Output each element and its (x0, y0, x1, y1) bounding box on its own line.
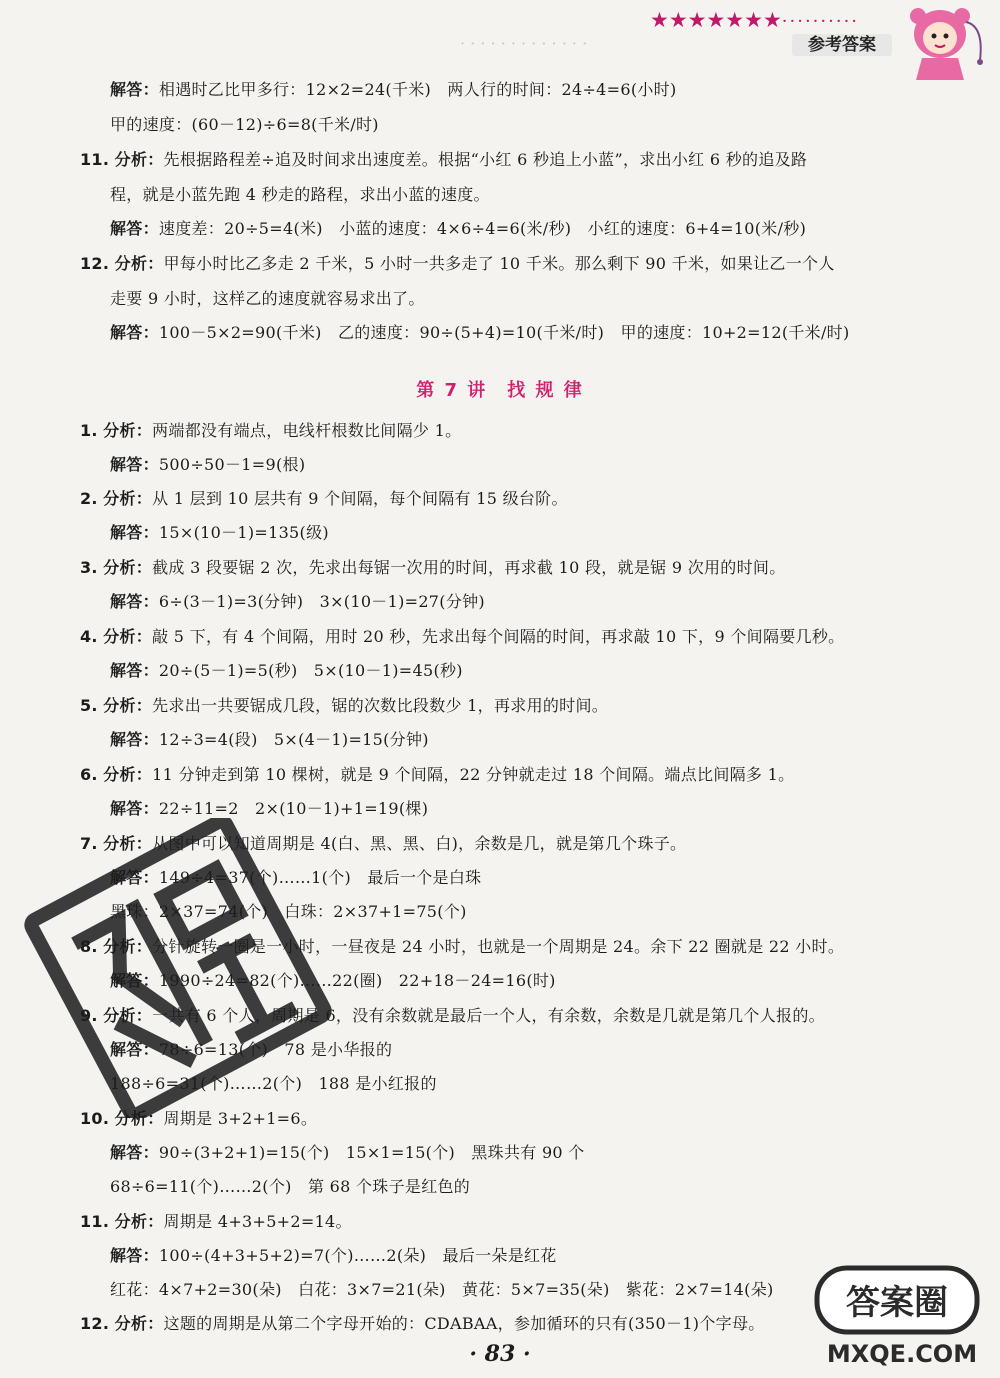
text-line: 9. 分析：一共有 6 个人，周期是 6，没有余数就是最后一个人，有余数，余数是几就是第几个人报的。 (80, 1006, 825, 1025)
text-line: 解答：90÷(3+2+1)=15(个) 15×1=15(个) 黑珠共有 90 个 (110, 1143, 585, 1162)
text-line: 12. 分析：甲每小时比乙多走 2 千米，5 小时一共多走了 10 千米。那么剩下 90 千米，如果让乙一个人 (80, 254, 835, 273)
text-line: 12. 分析：这题的周期是从第二个字母开始的：CDABAA，参加循环的只有(350－1)个字母。 (80, 1314, 765, 1333)
text-line: 解答：500÷50－1=9(根) (110, 455, 306, 474)
text-line: 解答：相遇时乙比甲多行：12×2=24(千米) 两人行的时间：24÷4=6(小时) (110, 80, 677, 99)
text-line: 3. 分析：截成 3 段要锯 2 次，先求出每锯一次用的时间，再求截 10 段，就是锯 9 次用的时间。 (80, 558, 786, 577)
text-line: 解答：速度差：20÷5=4(米) 小蓝的速度：4×6÷4=6(米/秒) 小红的速度：6+4=10(米/秒) (110, 219, 807, 238)
text-line: 解答：20÷(5－1)=5(秒) 5×(10－1)=45(秒) (110, 661, 463, 680)
text-line: 6. 分析：11 分钟走到第 10 棵树，就是 9 个间隔，22 分钟就走过 18 个间隔。端点比间隔多 1。 (80, 765, 795, 784)
star-rating-decoration (650, 8, 859, 32)
text-line: 1. 分析：两端都没有端点，电线杆根数比间隔少 1。 (80, 421, 462, 440)
text-line: 甲的速度：(60－12)÷6=8(千米/时) (110, 115, 379, 134)
text-line: 解答：149÷4=37(个)……1(个) 最后一个是白珠 (110, 868, 482, 887)
text-line: 解答：22÷11=2 2×(10－1)+1=19(棵) (110, 799, 429, 818)
text-line: 2. 分析：从 1 层到 10 层共有 9 个间隔，每个间隔有 15 级台阶。 (80, 489, 568, 508)
dots: ·········· (781, 11, 860, 32)
text-line: 11. 分析：先根据路程差÷追及时间求出速度差。根据“小红 6 秒追上小蓝”，求出小红 6 秒的追及路 (80, 150, 808, 169)
text-line: 解答：78÷6=13(个) 78 是小华报的 (110, 1040, 393, 1059)
text-line: 解答：100－5×2=90(千米) 乙的速度：90÷(5+4)=10(千米/时) 甲的速度：10+2=12(千米/时) (110, 323, 850, 342)
text-line: 解答：1990÷24=82(个)……22(圈) 22+18－24=16(时) (110, 971, 556, 990)
section-title: 第 7 讲 找 规 律 (416, 380, 584, 401)
watermark-url: MXQE.COM (826, 1340, 978, 1368)
text-line: 解答：15×(10－1)=135(级) (110, 523, 329, 542)
text-line: 解答：12÷3=4(段) 5×(4－1)=15(分钟) (110, 730, 429, 749)
text-line: 解答：100÷(4+3+5+2)=7(个)……2(朵) 最后一朵是红花 (110, 1246, 557, 1265)
watermark-badge-icon (792, 1262, 992, 1372)
bleed-through-text: · · · · · · · · · · · · · (460, 34, 588, 53)
text-line: 黑珠：2×37=74(个) 白珠：2×37+1=75(个) (110, 902, 467, 921)
text-line: 68÷6=11(个)……2(个) 第 68 个珠子是红色的 (110, 1177, 471, 1196)
watermark-label: 答案圈 (846, 1283, 948, 1323)
text-line: 7. 分析：从图中可以知道周期是 4(白、黑、黑、白)，余数是几，就是第几个珠子。 (80, 834, 687, 853)
text-line: 4. 分析：敲 5 下，有 4 个间隔，用时 20 秒，先求出每个间隔的时间，再求敲 10 下，9 个间隔要几秒。 (80, 627, 845, 646)
text-line: 程，就是小蓝先跑 4 秒走的路程，求出小蓝的速度。 (110, 185, 490, 204)
text-line: 5. 分析：先求出一共要锯成几段，锯的次数比段数少 1，再求用的时间。 (80, 696, 609, 715)
site-watermark (792, 1262, 992, 1372)
stamp-watermark-icon (8, 818, 348, 1118)
text-line: 11. 分析：周期是 4+3+5+2=14。 (80, 1212, 352, 1231)
page-number: · 83 · (469, 1341, 531, 1367)
text-line: 8. 分析：分针旋转一圈是一小时，一昼夜是 24 小时，也就是一个周期是 24。余下 22 圈就是 22 小时。 (80, 937, 845, 956)
girl-mascot-icon (892, 0, 992, 80)
text-line: 红花：4×7+2=30(朵) 白花：3×7=21(朵) 黄花：5×7=35(朵) 紫花：2×7=14(朵) (110, 1280, 774, 1299)
text-line: 188÷6=31(个)……2(个) 188 是小红报的 (110, 1074, 437, 1093)
text-line: 10. 分析：周期是 3+2+1=6。 (80, 1109, 318, 1128)
text-line: 解答：6÷(3－1)=3(分钟) 3×(10－1)=27(分钟) (110, 592, 485, 611)
stars: ★★★★★★★ (650, 8, 782, 32)
reference-answers-label: 参考答案 (792, 34, 892, 56)
text-line: 走要 9 小时，这样乙的速度就容易求出了。 (110, 289, 425, 308)
page-header (0, 0, 1000, 80)
